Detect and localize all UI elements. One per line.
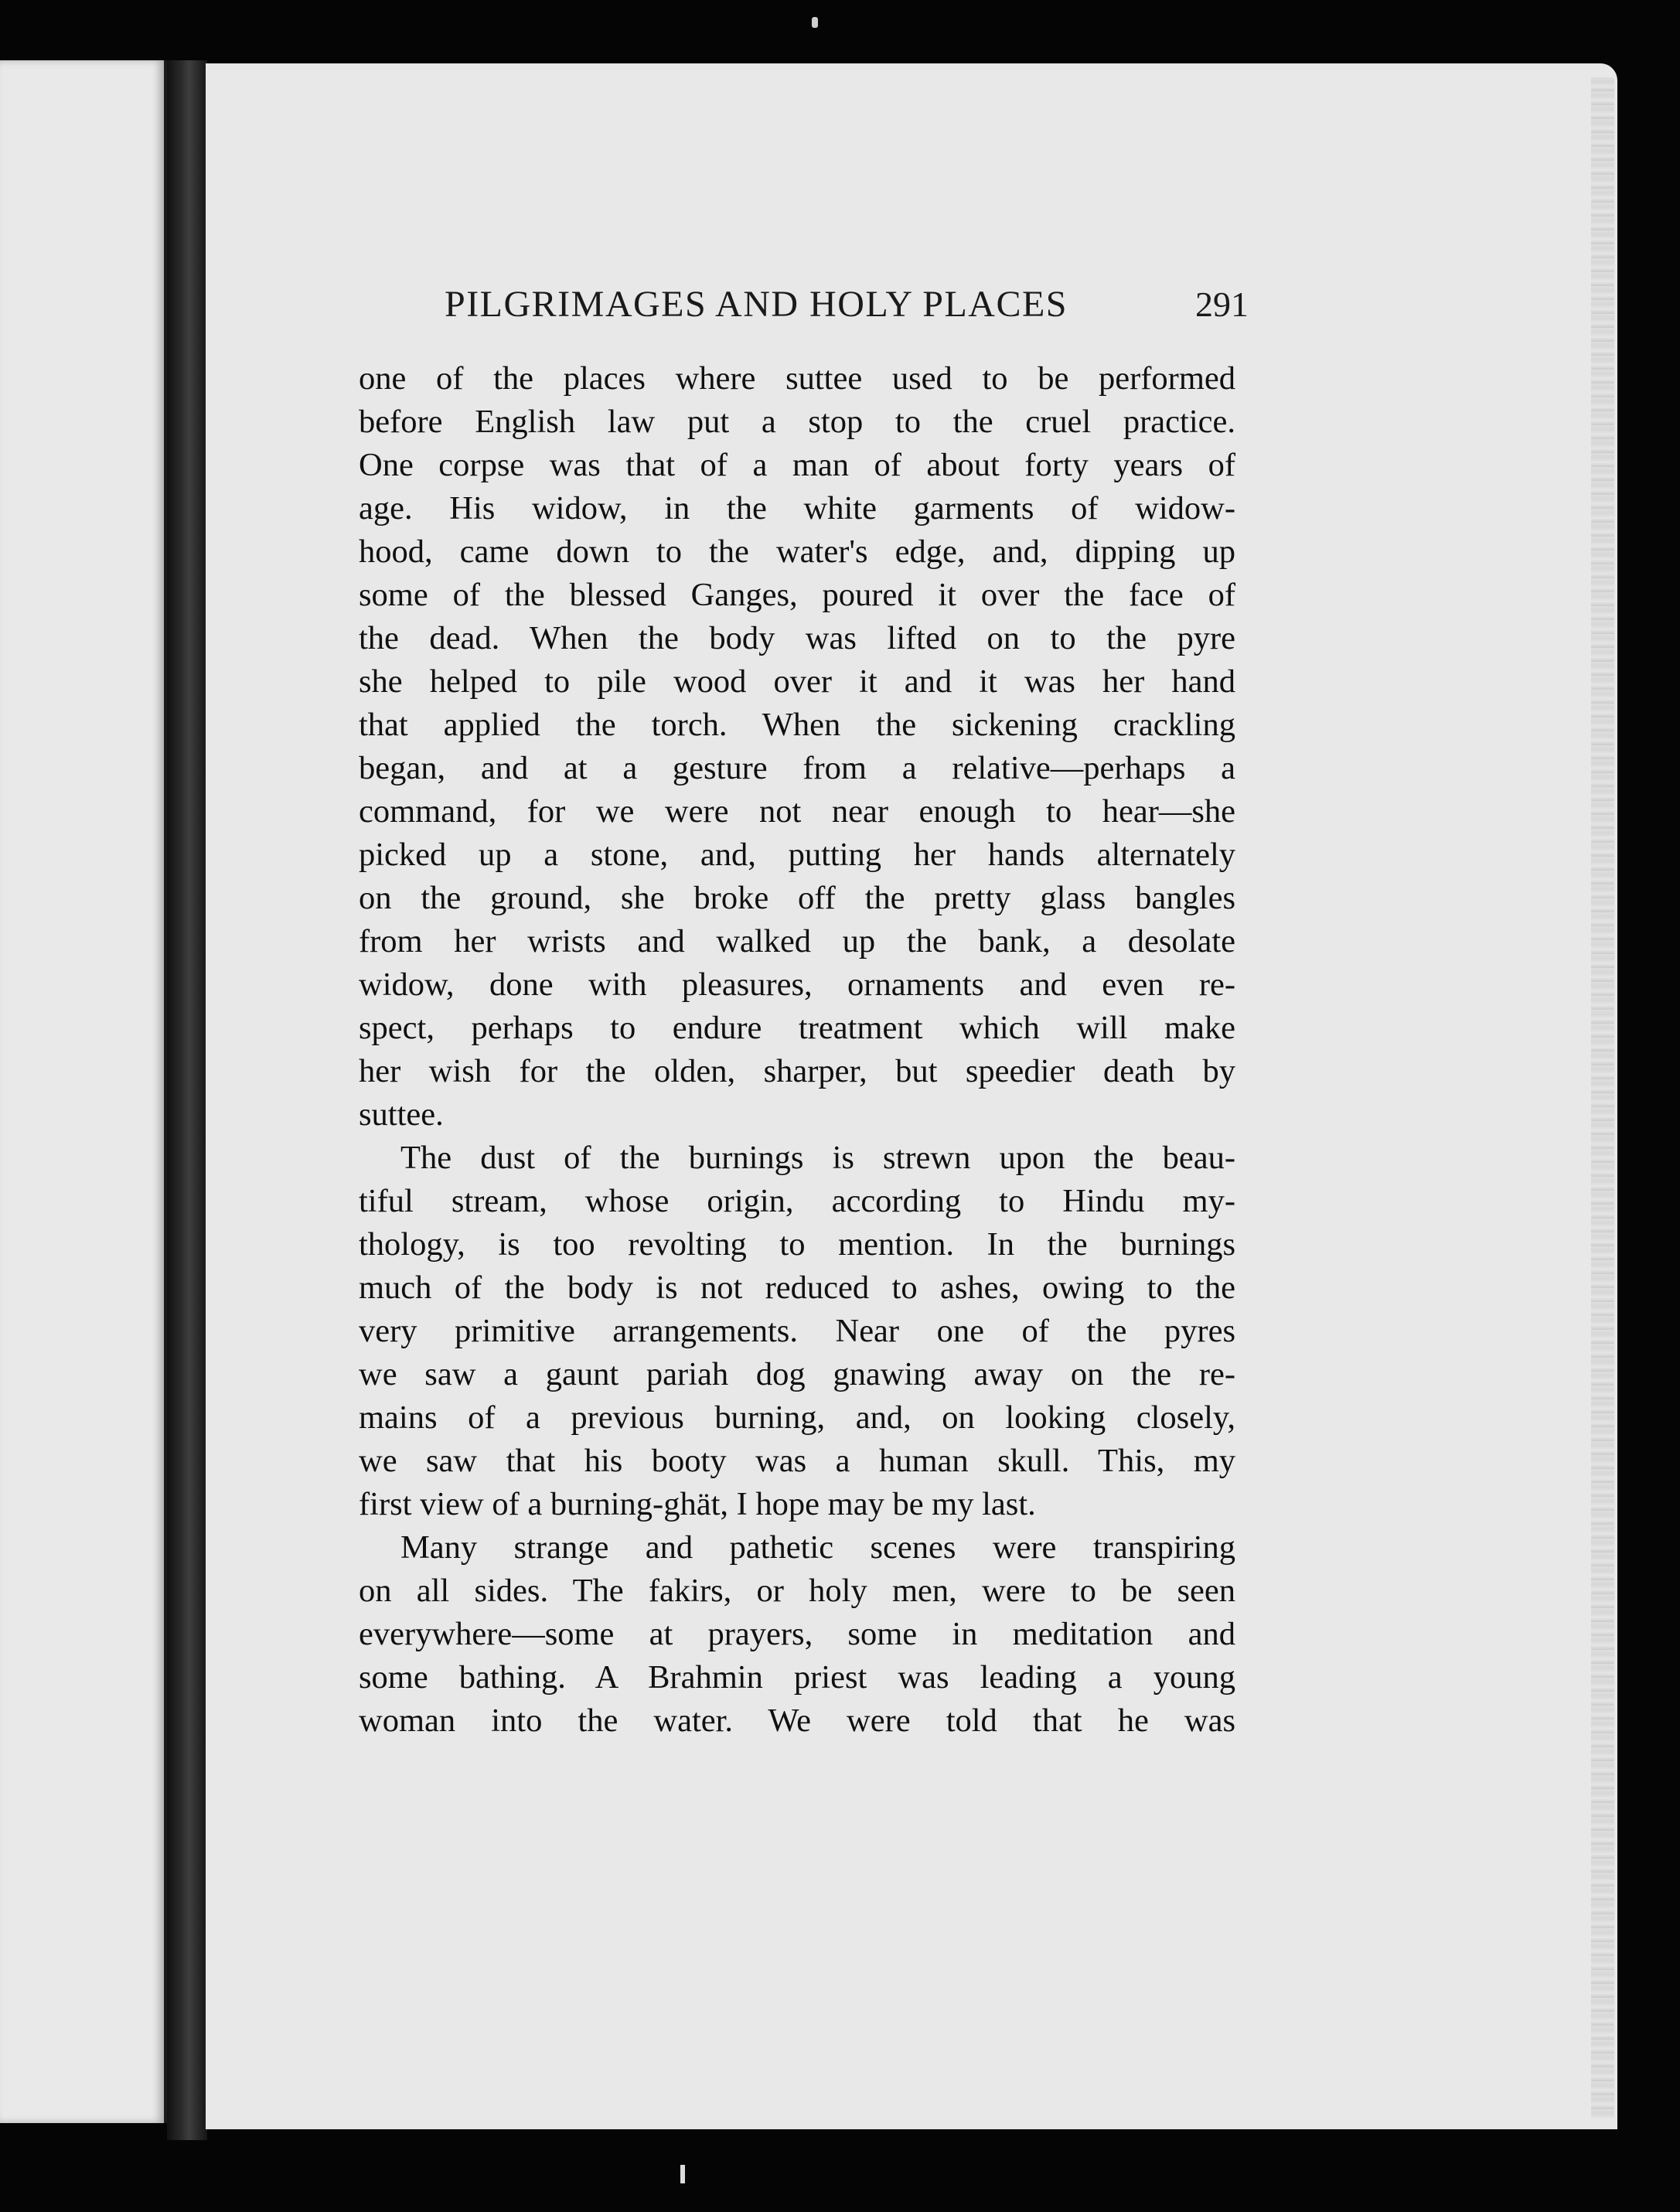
- text-line: woman into the water. We were told that he was: [359, 1702, 1235, 1739]
- text-line: hood, came down to the water's edge, and, dipping up: [359, 533, 1235, 570]
- text-line: age. His widow, in the white garments of widow-: [359, 490, 1235, 527]
- scan-speck: [812, 17, 818, 28]
- text-line: before English law put a stop to the cruel practice.: [359, 404, 1235, 440]
- text-line: we saw a gaunt pariah dog gnawing away on the re-: [359, 1356, 1235, 1392]
- text-line: the dead. When the body was lifted on to the pyre: [359, 620, 1235, 656]
- text-line: Many strange and pathetic scenes were transpiring: [400, 1529, 1235, 1566]
- text-line: The dust of the burnings is strewn upon the beau-: [400, 1140, 1235, 1176]
- text-line: suttee.: [359, 1096, 444, 1133]
- text-line: we saw that his booty was a human skull. This, my: [359, 1443, 1235, 1479]
- text-line: command, for we were not near enough to hear—she: [359, 793, 1235, 830]
- text-line: on the ground, she broke off the pretty glass bangles: [359, 880, 1235, 916]
- text-line: some bathing. A Brahmin priest was leading a young: [359, 1659, 1235, 1696]
- book-gutter: [167, 60, 207, 2140]
- text-line: picked up a stone, and, putting her hands alternately: [359, 837, 1235, 873]
- text-line: began, and at a gesture from a relative—perhaps a: [359, 750, 1235, 786]
- paragraph-3: [359, 1526, 1235, 1743]
- text-line: from her wrists and walked up the bank, a desolate: [359, 923, 1235, 959]
- page-fore-edge: [1591, 77, 1614, 2118]
- running-head: [445, 283, 1249, 325]
- scan-speck: [680, 2165, 685, 2183]
- text-line: that applied the torch. When the sickening crackling: [359, 707, 1235, 743]
- paragraph-2: [359, 1137, 1235, 1526]
- text-line: one of the places where suttee used to be performed: [359, 360, 1235, 397]
- text-line: everywhere—some at prayers, some in meditation and: [359, 1616, 1235, 1652]
- running-head-title: PILGRIMAGES AND HOLY PLACES: [445, 284, 1068, 325]
- text-line: One corpse was that of a man of about forty years of: [359, 447, 1235, 483]
- text-line: very primitive arrangements. Near one of the pyres: [359, 1313, 1235, 1349]
- text-line: on all sides. The fakirs, or holy men, were to be seen: [359, 1573, 1235, 1609]
- text-line: widow, done with pleasures, ornaments and even re-: [359, 966, 1235, 1003]
- text-line: some of the blessed Ganges, poured it over the face of: [359, 577, 1235, 613]
- paragraph-1: [359, 357, 1235, 1137]
- text-line: first view of a burning-ghät, I hope may be my last.: [359, 1486, 1036, 1522]
- text-line: spect, perhaps to endure treatment which will make: [359, 1010, 1235, 1046]
- text-line: much of the body is not reduced to ashes, owing to the: [359, 1270, 1235, 1306]
- text-line: mains of a previous burning, and, on looking closely,: [359, 1399, 1235, 1436]
- text-line: tiful stream, whose origin, according to Hindu my-: [359, 1183, 1235, 1219]
- text-line: thology, is too revolting to mention. In the burnings: [359, 1226, 1235, 1263]
- body-text: [359, 357, 1235, 1743]
- facing-page-edge: [0, 60, 167, 2123]
- text-line: she helped to pile wood over it and it was her hand: [359, 663, 1235, 700]
- text-line: her wish for the olden, sharper, but speedier death by: [359, 1053, 1235, 1089]
- page-number: 291: [1195, 285, 1249, 324]
